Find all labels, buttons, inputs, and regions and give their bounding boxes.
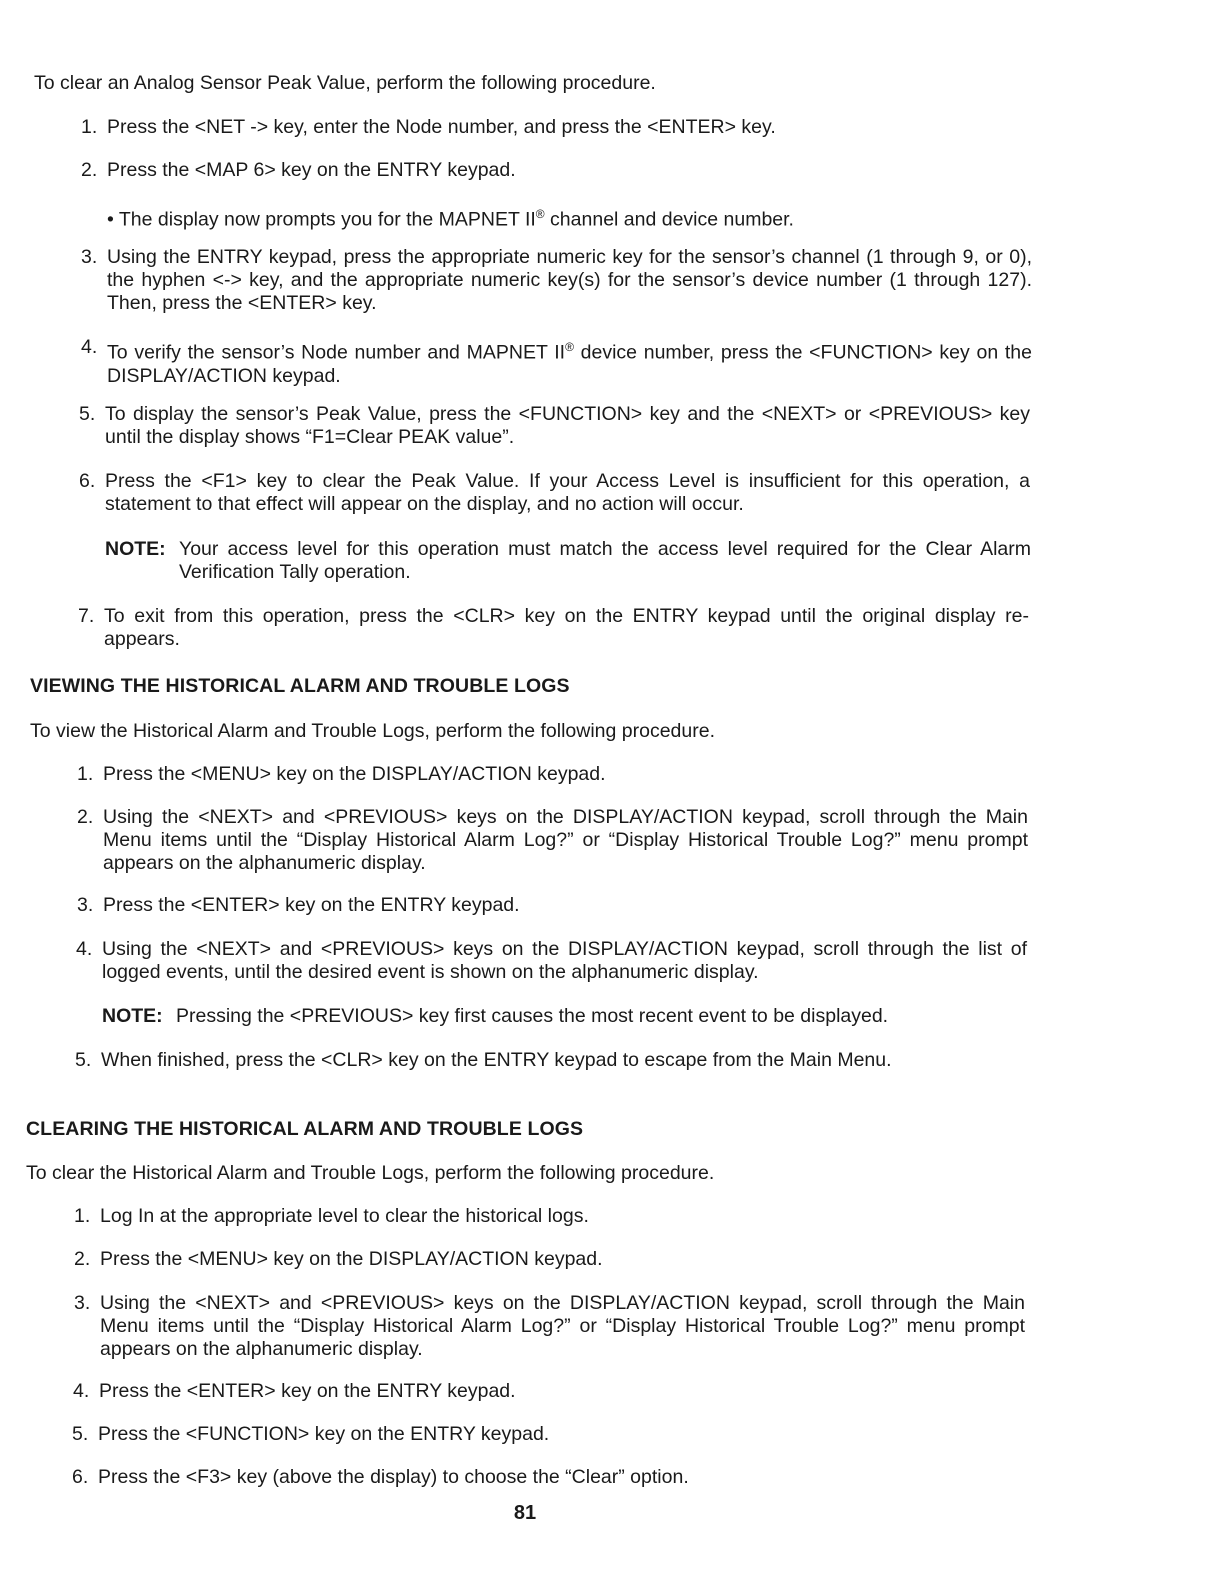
list-item <box>77 763 1028 786</box>
step-text: Press the <F3> key (above the display) to choose the “Clear” option. <box>98 1466 689 1488</box>
step-text: When finished, press the <CLR> key on the ENTRY keypad to escape from the Main Menu. <box>101 1049 892 1071</box>
list-item <box>81 336 1032 388</box>
list-item <box>79 470 1030 516</box>
step-text: Press the <MENU> key on the DISPLAY/ACTION keypad. <box>100 1248 603 1270</box>
step-text: Log In at the appropriate level to clear the historical logs. <box>100 1205 589 1227</box>
section-heading-viewing: VIEWING THE HISTORICAL ALARM AND TROUBLE LOGS <box>30 675 570 697</box>
step-text: Press the <F1> key to clear the Peak Value. If your Access Level is insufficient for this operation, a statement to that effect will appear on the display, and no action will occur. <box>105 470 1030 515</box>
list-item <box>76 938 1027 984</box>
step-number: 5. <box>79 403 96 425</box>
step-number: 3. <box>77 894 94 916</box>
note-text: Pressing the <PREVIOUS> key first causes the most recent event to be displayed. <box>176 1005 889 1027</box>
note-label: NOTE: <box>105 538 166 560</box>
list-item <box>72 1423 1023 1446</box>
list-item <box>72 1466 1023 1489</box>
step-number: 1. <box>74 1205 91 1227</box>
step-number: 2. <box>74 1248 91 1270</box>
list-item <box>73 1380 1024 1403</box>
step-number: 2. <box>77 806 94 828</box>
step-text: Press the <FUNCTION> key on the ENTRY keypad. <box>98 1423 550 1445</box>
step-text: To exit from this operation, press the <CLR> key on the ENTRY keypad until the original display re-appears. <box>104 605 1029 650</box>
step-number: 5. <box>75 1049 92 1071</box>
bullet-text-end: channel and device number. <box>544 208 794 231</box>
step-number: 2. <box>81 159 98 181</box>
section-heading-clearing: CLEARING THE HISTORICAL ALARM AND TROUBLE LOGS <box>26 1118 584 1140</box>
list-item <box>77 894 1028 917</box>
step-number: 4. <box>76 938 93 960</box>
list-item <box>78 605 1029 651</box>
section3-intro: To clear the Historical Alarm and Trouble Logs, perform the following procedure. <box>26 1162 715 1184</box>
step-text: Press the <ENTER> key on the ENTRY keypad. <box>99 1380 516 1402</box>
note-text: Your access level for this operation must match the access level required for the Clear Alarm Verification Tally operation. <box>179 538 1031 583</box>
section1-intro: To clear an Analog Sensor Peak Value, perform the following procedure. <box>34 72 656 94</box>
page-number: 81 <box>513 1502 537 1524</box>
step-number: 1. <box>77 763 94 785</box>
step-text: Press the <NET -> key, enter the Node number, and press the <ENTER> key. <box>107 116 776 138</box>
list-item <box>77 806 1028 875</box>
list-item <box>74 1205 1025 1228</box>
step-text-start: To verify the sensor’s Node number and MAPNET II <box>107 341 566 364</box>
list-item <box>81 116 1032 139</box>
registered-mark: ® <box>565 340 574 354</box>
note-access-level <box>105 538 1031 586</box>
list-item <box>79 403 1030 449</box>
step-text: Using the <NEXT> and <PREVIOUS> keys on the DISPLAY/ACTION keypad, scroll through the Main Menu items until the “Display Historical Alarm Log?” or “Display Historical Trouble Log?” menu prompt appears on the alphanumeric display. <box>103 806 1028 874</box>
step-number: 7. <box>78 605 95 627</box>
list-item <box>74 1292 1025 1361</box>
step-text: Press the <MAP 6> key on the ENTRY keypad. <box>107 159 516 181</box>
bullet-text-start: • The display now prompts you for the MAPNET II <box>107 208 536 231</box>
list-item <box>81 159 1032 182</box>
registered-mark: ® <box>535 207 545 221</box>
step-number: 4. <box>81 336 98 358</box>
step-text: Press the <ENTER> key on the ENTRY keypad. <box>103 894 520 916</box>
list-item <box>74 1248 1025 1271</box>
step-number: 6. <box>72 1466 89 1488</box>
step-text: Using the <NEXT> and <PREVIOUS> keys on the DISPLAY/ACTION keypad, scroll through the list of logged events, until the desired event is shown on the alphanumeric display. <box>102 938 1027 983</box>
step-number: 3. <box>74 1292 91 1314</box>
step-text: To display the sensor’s Peak Value, press the <FUNCTION> key and the <NEXT> or <PREVIOUS> key until the display shows “F1=Clear PEAK value”. <box>105 403 1030 448</box>
step-text: Using the <NEXT> and <PREVIOUS> keys on the DISPLAY/ACTION keypad, scroll through the Main Menu items until the “Display Historical Alarm Log?” or “Display Historical Trouble Log?” menu prompt appears on the alphanumeric display. <box>100 1292 1025 1360</box>
step-number: 3. <box>81 246 98 268</box>
step-number: 6. <box>79 470 96 492</box>
note-label: NOTE: <box>102 1005 163 1027</box>
step-number: 1. <box>81 116 98 138</box>
note-previous-key <box>102 1005 1028 1029</box>
section2-intro: To view the Historical Alarm and Trouble Logs, perform the following procedure. <box>30 720 716 742</box>
list-item <box>81 246 1032 315</box>
step-text-end: device number, press the <FUNCTION> key on the DISPLAY/ACTION keypad. <box>107 341 1032 387</box>
step-number: 4. <box>73 1380 90 1402</box>
step-number: 5. <box>72 1423 89 1445</box>
bullet-note <box>107 203 794 232</box>
step-text: Press the <MENU> key on the DISPLAY/ACTION keypad. <box>103 763 606 785</box>
list-item <box>75 1049 1026 1072</box>
step-text: Using the ENTRY keypad, press the appropriate numeric key for the sensor’s channel (1 through 9, or 0), the hyphen <-> key, and the appropriate numeric key(s) for the sensor’s device number (1 through 127). Then, press the <ENTER> key. <box>107 246 1032 314</box>
